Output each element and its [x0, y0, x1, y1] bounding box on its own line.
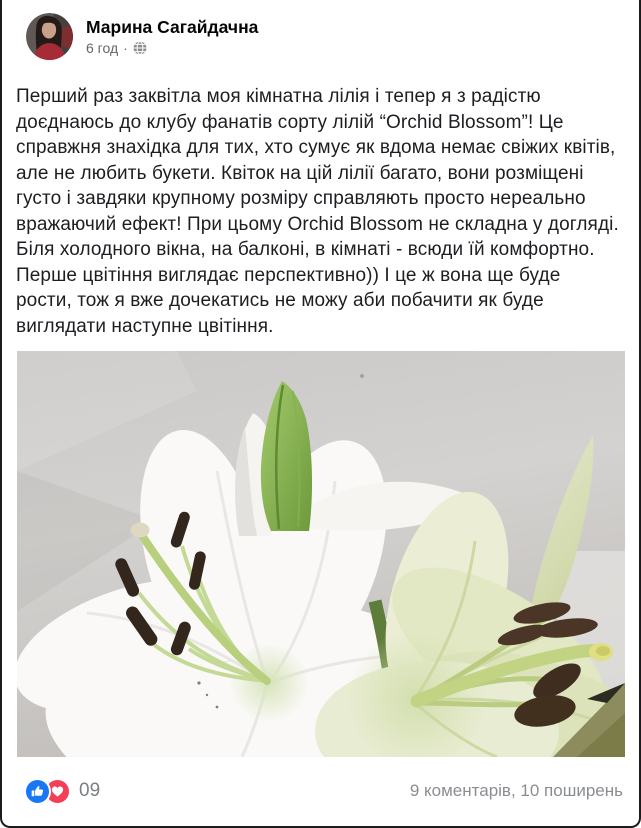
- reactions-summary[interactable]: [24, 778, 100, 805]
- globe-public-icon: [133, 41, 147, 55]
- post-footer: [2, 762, 639, 826]
- heart-icon: [50, 784, 65, 799]
- meta-separator: ·: [123, 40, 128, 56]
- header-info: [86, 13, 258, 56]
- post-photo[interactable]: [17, 351, 625, 757]
- lily-photo-illustration: [17, 351, 625, 757]
- thumbs-up-icon: [30, 784, 45, 799]
- avatar[interactable]: [26, 13, 73, 60]
- reaction-count[interactable]: 09: [79, 780, 101, 801]
- like-reaction-icon[interactable]: [24, 778, 51, 805]
- post-meta: [86, 40, 258, 56]
- timestamp[interactable]: 6 год: [86, 40, 119, 56]
- post-text: Перший раз заквітла моя кімнатна лілія і тепер я з радістю доєднаюсь до клубу фанатів сорту лілій “Orchid Blossom”! Це справжня знахідка для тих, хто сумує як вдома немає свіжих квітів, але не любить букети. Квіток на цій лілії багато, вони розміщені густо і завдяки крупному розміру справляють просто нереально вражаючий ефект! При цьому Orchid Blossom не складна у догляді. Біля холодного вікна, на балконі, в кімнаті - всюди їй комфортно. Перше цвітіння виглядає перспективно)) І це ж вона ще буде рости, тож я вже дочекатись не можу аби побачити як буде виглядати наступне цвітіння.: [16, 86, 619, 337]
- author-name[interactable]: Марина Сагайдачна: [86, 17, 259, 37]
- avatar-image: [26, 13, 73, 60]
- comments-shares-count[interactable]: 9 коментарів, 10 поширень: [409, 781, 623, 800]
- post-header: [2, 0, 639, 60]
